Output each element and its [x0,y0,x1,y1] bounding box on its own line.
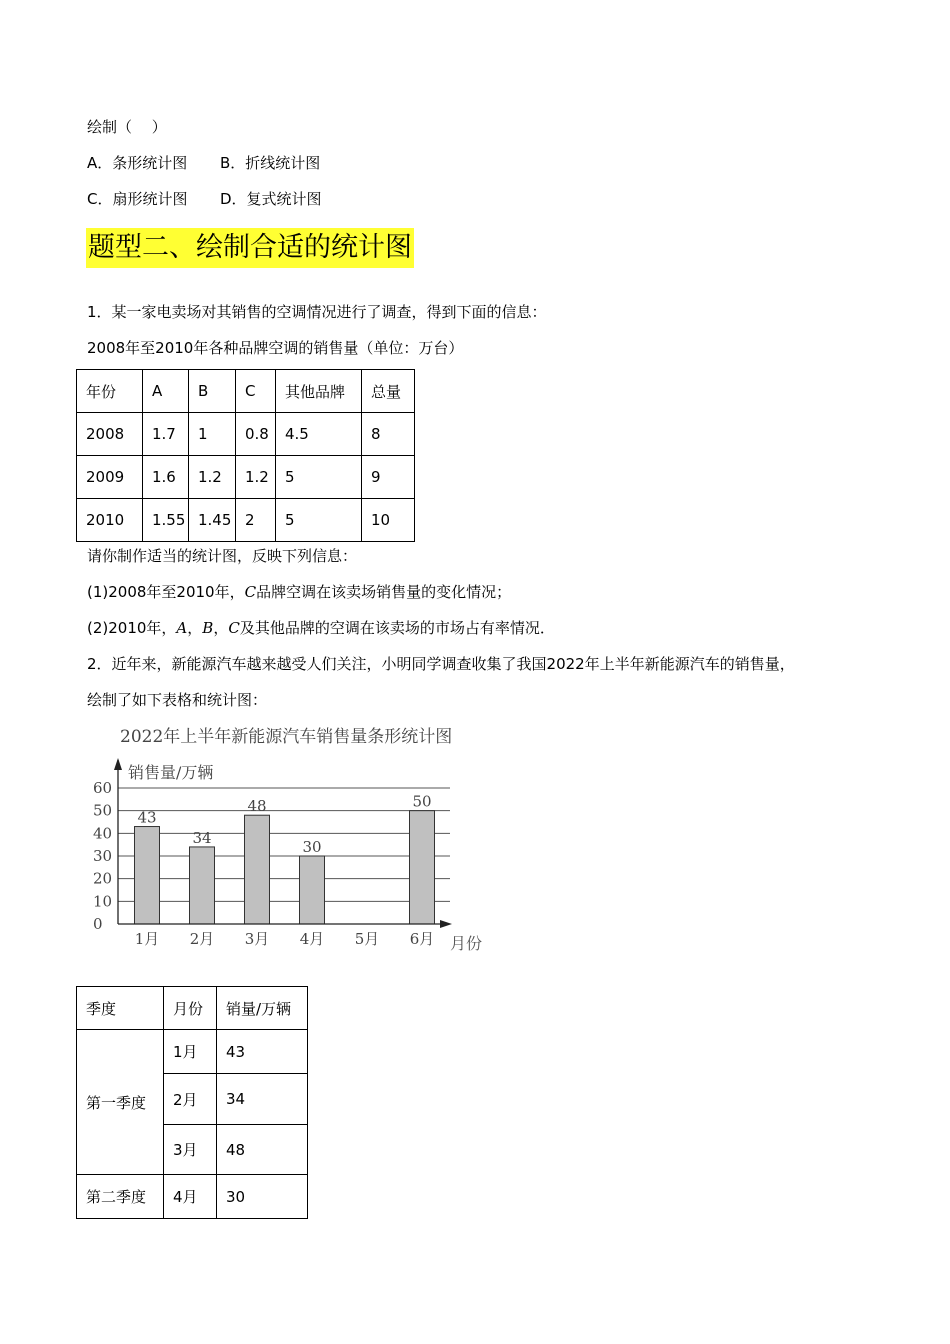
header-cell: 销量/万辆 [217,987,308,1030]
x-tick-label: 4月 [299,930,325,948]
y-axis-arrow [114,758,122,770]
header-cell: 总量 [362,370,415,413]
table-cell: 3月 [164,1125,217,1175]
header-cell: C [236,370,276,413]
chart-title: 2022年上半年新能源汽车销售量条形统计图 [120,727,453,747]
brand-sales-table [76,369,415,542]
table-cell: 34 [217,1074,308,1125]
option-c: C．扇形统计图 [87,190,188,208]
y-tick-label: 60 [93,779,113,797]
item1-pre: (1)2008年至2010年， [87,583,245,601]
q1-item-2 [87,618,555,638]
sales-bar-chart [90,720,510,960]
table-cell: 1.6 [143,456,189,499]
table-cell: 2月 [164,1074,217,1125]
item2-pre: (2)2010年， [87,619,177,637]
y-tick-label: 10 [93,892,113,911]
y-tick-label: 20 [93,869,113,888]
table-cell: 8 [362,413,415,456]
table-cell: 4月 [164,1175,217,1219]
header-cell: 月份 [164,987,217,1030]
y-tick-label: 50 [93,801,113,820]
table-cell: 1.2 [236,456,276,499]
table-cell: 10 [362,499,415,542]
table-cell: 30 [217,1175,308,1219]
table-cell: 1.45 [189,499,236,542]
table-cell: 2010 [77,499,143,542]
data-label: 34 [192,828,212,847]
table-cell: 0.8 [236,413,276,456]
options-row-2 [87,189,322,209]
data-label: 30 [302,838,322,856]
table-header-row [77,987,308,1030]
options-row-1 [87,153,320,173]
q1-prompt: 请你制作适当的统计图，反映下列信息： [87,547,358,565]
header-cell: 其他品牌 [276,370,362,413]
bar [410,811,435,924]
x-axis-label: 月份 [450,934,483,953]
table-cell: 9 [362,456,415,499]
data-label: 43 [137,808,157,827]
table-cell: 1.7 [143,413,189,456]
q1-item-1 [87,582,511,602]
y-axis-label: 销售量/万辆 [128,763,214,782]
bar [300,856,325,924]
x-axis-arrow [440,920,452,928]
option-d: D．复式统计图 [220,190,322,208]
item2-post: 及其他品牌的空调在该卖场的市场占有率情况． [239,619,555,637]
table-row [77,413,415,456]
table-cell: 1 [189,413,236,456]
y-tick-label: 0 [93,915,103,933]
table-row [77,499,415,542]
draw-line: 绘制（ ） [87,118,167,136]
data-label: 50 [412,792,432,811]
table-cell: 1.2 [189,456,236,499]
table-row [77,456,415,499]
table-row [77,1030,308,1074]
q2-text-line-2: 绘制了如下表格和统计图： [87,691,268,709]
table-cell: 43 [217,1030,308,1074]
item1-var: C [244,583,257,601]
bar [190,847,215,924]
x-tick-label: 1月 [134,930,160,948]
table-cell: 5 [276,456,362,499]
table-cell: 1.55 [143,499,189,542]
option-b: B．折线统计图 [220,154,321,172]
item2-var-b: B [202,619,214,637]
x-tick-label: 2月 [189,930,215,948]
item2-sep: ， [187,619,203,637]
q1-table-title: 2008年至2010年各种品牌空调的销售量（单位：万台） [87,339,464,357]
header-cell: 年份 [77,370,143,413]
y-tick-label: 40 [93,824,113,843]
item2-sep: ， [213,619,229,637]
q2-text-line-1: 2．近年来，新能源汽车越来越受人们关注，小明同学调查收集了我国2022年上半年新能源汽车的销售量， [87,655,795,673]
quarter-sales-table [76,986,308,1219]
table-cell: 4.5 [276,413,362,456]
item1-post: 品牌空调在该卖场销售量的变化情况； [256,583,512,601]
table-cell: 48 [217,1125,308,1175]
table-cell: 5 [276,499,362,542]
header-cell: B [189,370,236,413]
q1-text: 1．某一家电卖场对其销售的空调情况进行了调查，得到下面的信息： [87,303,547,321]
item2-var-a: A [176,619,188,637]
option-a: A．条形统计图 [87,154,188,172]
table-cell: 2008 [77,413,143,456]
x-tick-label: 3月 [244,930,270,948]
header-cell: 季度 [77,987,164,1030]
data-label: 48 [247,797,267,816]
table-cell: 2009 [77,456,143,499]
header-cell: A [143,370,189,413]
table-header-row [77,370,415,413]
quarter-cell: 第一季度 [77,1030,164,1175]
table-cell: 2 [236,499,276,542]
quarter-cell: 第二季度 [77,1175,164,1219]
item2-var-c: C [228,619,240,637]
table-row [77,1175,308,1219]
x-tick-label: 6月 [409,930,435,948]
bar [135,827,160,924]
x-tick-label: 5月 [354,930,380,948]
table-cell: 1月 [164,1030,217,1074]
section-heading: 题型二、绘制合适的统计图 [86,228,414,268]
bar [245,815,270,924]
y-tick-label: 30 [93,847,113,865]
